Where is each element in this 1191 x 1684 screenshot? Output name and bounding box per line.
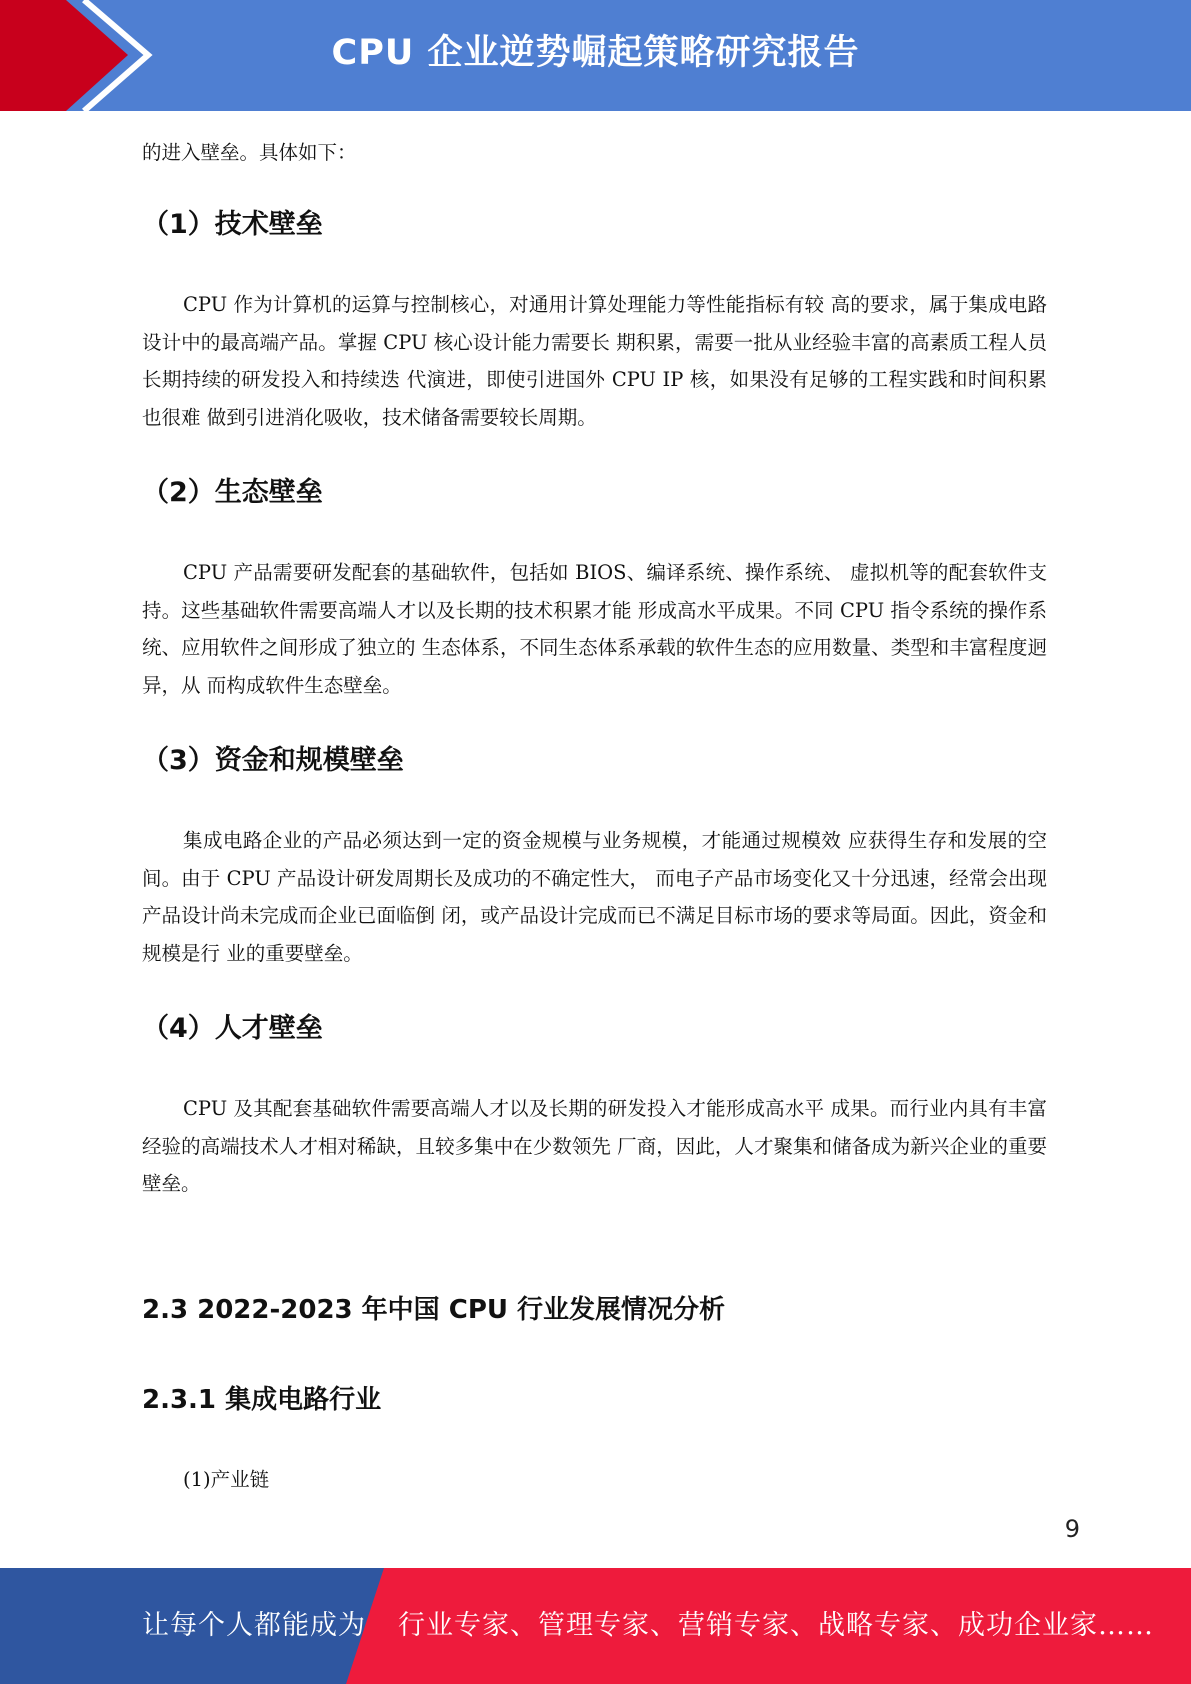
list-item-industry-chain: (1)产业链 bbox=[183, 1468, 270, 1491]
page-header bbox=[0, 0, 1191, 111]
section-text-talent-barrier: CPU 及其配套基础软件需要高端人才以及长期的研发投入才能形成高水平 成果。而行业内具有丰富经验的高端技术人才相对稀缺，且较多集中在少数领先 厂商，因此，人才聚集和储备成为新兴企业的重要壁垒。 bbox=[142, 1097, 1047, 1196]
intro-text: 的进入壁垒。具体如下： bbox=[142, 141, 357, 164]
section-heading-talent-barrier: （4）人才壁垒 bbox=[142, 1013, 323, 1044]
section-text-ecosystem-barrier: CPU 产品需要研发配套的基础软件，包括如 BIOS、编译系统、操作系统、 虚拟机等的配套软件支持。这些基础软件需要高端人才以及长期的技术积累才能 形成高水平成果。不同 CPU 指令系统的操作系统、应用软件之间形成了独立的 生态体系，不同生态体系承载的软件生态的应用数量、类型和丰富程度迥异，从 而构成软件生态壁垒。 bbox=[142, 561, 1047, 698]
section-heading-ecosystem-barrier: （2）生态壁垒 bbox=[142, 477, 323, 508]
page-number: 9 bbox=[1064, 1515, 1080, 1543]
section-heading-tech-barrier: （1）技术壁垒 bbox=[142, 209, 323, 240]
page-footer bbox=[0, 1568, 1191, 1684]
section-heading-2-3: 2.3 2022-2023 年中国 CPU 行业发展情况分析 bbox=[142, 1295, 726, 1325]
subsection-heading-2-3-1: 2.3.1 集成电路行业 bbox=[142, 1385, 382, 1415]
report-title: CPU 企业逆势崛起策略研究报告 bbox=[331, 33, 860, 73]
section-heading-capital-barrier: （3）资金和规模壁垒 bbox=[142, 745, 404, 776]
footer-tagline: 行业专家、管理专家、营销专家、战略专家、成功企业家…… bbox=[398, 1610, 1154, 1641]
section-text-capital-barrier: 集成电路企业的产品必须达到一定的资金规模与业务规模，才能通过规模效 应获得生存和发展的空间。由于 CPU 产品设计研发周期长及成功的不确定性大， 而电子产品市场变化又十分迅速，经常会出现产品设计尚未完成而企业已面临倒 闭，或产品设计完成而已不满足目标市场的要求等局面。因此，资金和规模是行 业的重要壁垒。 bbox=[142, 829, 1047, 966]
section-text-tech-barrier: CPU 作为计算机的运算与控制核心，对通用计算处理能力等性能指标有较 高的要求，属于集成电路设计中的最高端产品。掌握 CPU 核心设计能力需要长 期积累，需要一批从业经验丰富的高素质工程人员长期持续的研发投入和持续迭 代演进，即使引进国外 CPU IP 核，如果没有足够的工程实践和时间积累也很难 做到引进消化吸收，技术储备需要较长周期。 bbox=[142, 293, 1047, 430]
footer-slogan: 让每个人都能成为 bbox=[142, 1610, 366, 1641]
